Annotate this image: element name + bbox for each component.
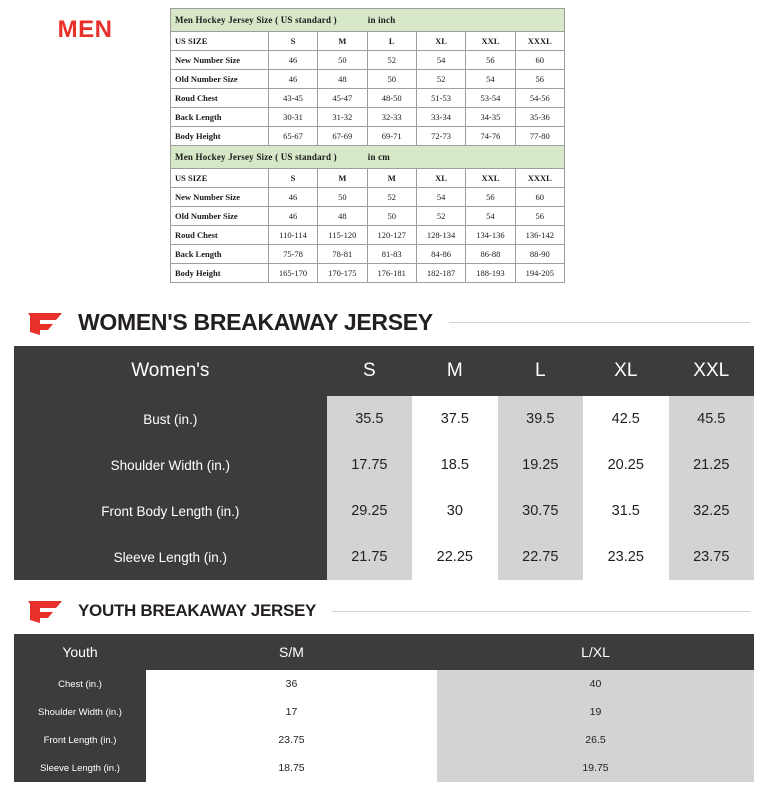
men-inch-cell: 45-47 <box>318 89 367 108</box>
men-cm-cell: 48 <box>318 207 367 226</box>
youth-cell: 40 <box>437 670 754 698</box>
table-row <box>171 127 565 146</box>
men-cm-band-main: Men Hockey Jersey Size ( US standard ) <box>175 152 337 162</box>
womens-cell: 42.5 <box>583 396 668 442</box>
men-cm-cell: 54 <box>416 188 465 207</box>
youth-row-label: Shoulder Width (in.) <box>14 698 146 726</box>
womens-header-cell: M <box>412 346 497 396</box>
womens-cell: 31.5 <box>583 488 668 534</box>
men-cm-cell: 56 <box>515 207 564 226</box>
men-cm-cell: 182-187 <box>416 264 465 283</box>
men-cm-header-cell: XXXL <box>515 169 564 188</box>
womens-cell: 18.5 <box>412 442 497 488</box>
men-inch-cell: 46 <box>268 70 317 89</box>
men-inch-cell: 54 <box>466 70 515 89</box>
womens-cell: 22.75 <box>498 534 583 580</box>
table-row <box>171 108 565 127</box>
men-inch-cell: 56 <box>515 70 564 89</box>
men-cm-cell: 110-114 <box>268 226 317 245</box>
men-cm-cell: 115-120 <box>318 226 367 245</box>
youth-cell: 36 <box>146 670 437 698</box>
womens-cell: 21.75 <box>327 534 412 580</box>
table-row <box>171 226 565 245</box>
youth-row-label: Chest (in.) <box>14 670 146 698</box>
men-section-title: MEN <box>57 16 113 43</box>
men-inch-cell: 46 <box>268 51 317 70</box>
men-inch-cell: 35-36 <box>515 108 564 127</box>
men-inch-cell: 60 <box>515 51 564 70</box>
youth-row-label: Front Length (in.) <box>14 726 146 754</box>
table-row <box>171 207 565 226</box>
men-inch-header-cell: M <box>318 32 367 51</box>
men-cm-cell: 81-83 <box>367 245 416 264</box>
men-cm-cell: 84-86 <box>416 245 465 264</box>
men-cm-cell: 165-170 <box>268 264 317 283</box>
youth-cell: 19 <box>437 698 754 726</box>
men-inch-cell: 50 <box>318 51 367 70</box>
men-cm-cell: 170-175 <box>318 264 367 283</box>
men-inch-cell: 74-76 <box>466 127 515 146</box>
men-cm-cell: 88-90 <box>515 245 564 264</box>
womens-row-label: Shoulder Width (in.) <box>14 442 327 488</box>
men-cm-cell: 86-88 <box>466 245 515 264</box>
men-cm-header-cell: M <box>367 169 416 188</box>
womens-size-table <box>14 346 754 580</box>
men-inch-cell: 32-33 <box>367 108 416 127</box>
men-inch-header-cell: XXL <box>466 32 515 51</box>
men-inch-header-row <box>171 32 565 51</box>
men-inch-cell: 51-53 <box>416 89 465 108</box>
womens-brand-title: WOMEN'S BREAKAWAY JERSEY <box>78 309 433 335</box>
womens-header-row <box>14 346 754 396</box>
men-size-section <box>0 0 768 283</box>
men-cm-cell: 78-81 <box>318 245 367 264</box>
table-row <box>14 754 754 782</box>
youth-cell: 17 <box>146 698 437 726</box>
men-cm-cell: New Number Size <box>171 188 269 207</box>
womens-cell: 23.75 <box>669 534 755 580</box>
men-inch-cell: 54-56 <box>515 89 564 108</box>
men-inch-cell: 48-50 <box>367 89 416 108</box>
men-inch-cell: 65-67 <box>268 127 317 146</box>
men-size-table-wrapper <box>170 8 565 283</box>
table-row <box>171 51 565 70</box>
men-cm-cell: 46 <box>268 207 317 226</box>
men-cm-cell: 134-136 <box>466 226 515 245</box>
womens-brand-header <box>26 309 768 336</box>
men-cm-header-row <box>171 169 565 188</box>
men-inch-cell: 52 <box>416 70 465 89</box>
men-inch-cell: 43-45 <box>268 89 317 108</box>
men-inch-cell: 72-73 <box>416 127 465 146</box>
youth-header-cell: L/XL <box>437 634 754 670</box>
men-inch-cell: Body Height <box>171 127 269 146</box>
men-inch-header-cell: XXXL <box>515 32 564 51</box>
fanatics-logo-icon <box>26 310 64 336</box>
men-cm-cell: Back Length <box>171 245 269 264</box>
womens-row-label: Front Body Length (in.) <box>14 488 327 534</box>
womens-cell: 22.25 <box>412 534 497 580</box>
table-row <box>14 698 754 726</box>
men-inch-header-cell: US SIZE <box>171 32 269 51</box>
men-inch-cell: 33-34 <box>416 108 465 127</box>
men-cm-cell: 50 <box>318 188 367 207</box>
men-inch-cell: 50 <box>367 70 416 89</box>
youth-size-table <box>14 634 754 782</box>
womens-cell: 23.25 <box>583 534 668 580</box>
men-inch-band-unit: in inch <box>367 15 396 25</box>
men-cm-cell: 52 <box>367 188 416 207</box>
youth-cell: 19.75 <box>437 754 754 782</box>
men-inch-cell: 53-54 <box>466 89 515 108</box>
youth-header-row <box>14 634 754 670</box>
womens-cell: 37.5 <box>412 396 497 442</box>
youth-row-label: Sleeve Length (in.) <box>14 754 146 782</box>
men-cm-cell: 120-127 <box>367 226 416 245</box>
table-row <box>14 442 754 488</box>
womens-cell: 45.5 <box>669 396 755 442</box>
men-inch-cell: Back Length <box>171 108 269 127</box>
men-size-table <box>170 8 565 283</box>
men-inch-band-main: Men Hockey Jersey Size ( US standard ) <box>175 15 337 25</box>
womens-cell: 30 <box>412 488 497 534</box>
womens-cell: 20.25 <box>583 442 668 488</box>
table-row <box>171 264 565 283</box>
men-inch-header-cell: XL <box>416 32 465 51</box>
womens-header-cell: Women's <box>14 346 327 396</box>
men-cm-cell: 50 <box>367 207 416 226</box>
men-cm-cell: 128-134 <box>416 226 465 245</box>
men-inch-cell: 34-35 <box>466 108 515 127</box>
men-cm-cell: Old Number Size <box>171 207 269 226</box>
youth-cell: 23.75 <box>146 726 437 754</box>
men-cm-cell: Body Height <box>171 264 269 283</box>
men-inch-cell: 31-32 <box>318 108 367 127</box>
men-cm-cell: 54 <box>466 207 515 226</box>
table-row <box>171 188 565 207</box>
men-cm-cell: 46 <box>268 188 317 207</box>
youth-brand-header <box>26 598 768 624</box>
womens-row-label: Sleeve Length (in.) <box>14 534 327 580</box>
men-inch-cell: New Number Size <box>171 51 269 70</box>
men-inch-cell: 54 <box>416 51 465 70</box>
men-cm-cell: 75-78 <box>268 245 317 264</box>
men-inch-cell: 30-31 <box>268 108 317 127</box>
youth-header-cell: Youth <box>14 634 146 670</box>
youth-header-cell: S/M <box>146 634 437 670</box>
men-cm-cell: 194-205 <box>515 264 564 283</box>
men-cm-cell: Roud Chest <box>171 226 269 245</box>
table-row <box>171 70 565 89</box>
men-cm-band-unit: in cm <box>367 152 390 162</box>
men-cm-band-cell <box>171 146 565 169</box>
womens-row-label: Bust (in.) <box>14 396 327 442</box>
men-cm-cell: 188-193 <box>466 264 515 283</box>
men-cm-header-cell: US SIZE <box>171 169 269 188</box>
men-inch-band-cell <box>171 9 565 32</box>
men-inch-cell: 69-71 <box>367 127 416 146</box>
men-inch-cell: 48 <box>318 70 367 89</box>
womens-cell: 30.75 <box>498 488 583 534</box>
youth-brand-rule <box>332 611 750 612</box>
table-row <box>14 670 754 698</box>
men-inch-header-cell: S <box>268 32 317 51</box>
youth-cell: 26.5 <box>437 726 754 754</box>
fanatics-logo-icon <box>26 598 64 624</box>
men-inch-cell: Roud Chest <box>171 89 269 108</box>
men-inch-header-cell: L <box>367 32 416 51</box>
womens-header-cell: XXL <box>669 346 755 396</box>
womens-cell: 21.25 <box>669 442 755 488</box>
table-row <box>14 488 754 534</box>
youth-cell: 18.75 <box>146 754 437 782</box>
womens-cell: 19.25 <box>498 442 583 488</box>
men-inch-cell: 67-69 <box>318 127 367 146</box>
men-cm-header-cell: XL <box>416 169 465 188</box>
womens-brand-rule <box>449 322 750 323</box>
men-inch-cell: Old Number Size <box>171 70 269 89</box>
table-row <box>14 534 754 580</box>
womens-header-cell: L <box>498 346 583 396</box>
men-cm-cell: 176-181 <box>367 264 416 283</box>
womens-cell: 32.25 <box>669 488 755 534</box>
men-cm-cell: 60 <box>515 188 564 207</box>
table-row <box>171 245 565 264</box>
men-inch-band-row <box>171 9 565 32</box>
womens-cell: 17.75 <box>327 442 412 488</box>
men-cm-cell: 136-142 <box>515 226 564 245</box>
womens-cell: 29.25 <box>327 488 412 534</box>
men-cm-header-cell: XXL <box>466 169 515 188</box>
womens-header-cell: XL <box>583 346 668 396</box>
womens-cell: 39.5 <box>498 396 583 442</box>
womens-header-cell: S <box>327 346 412 396</box>
men-cm-header-cell: S <box>268 169 317 188</box>
men-inch-cell: 77-80 <box>515 127 564 146</box>
men-inch-cell: 56 <box>466 51 515 70</box>
men-cm-header-cell: M <box>318 169 367 188</box>
men-inch-cell: 52 <box>367 51 416 70</box>
table-row <box>14 726 754 754</box>
men-cm-band-row <box>171 146 565 169</box>
men-cm-cell: 52 <box>416 207 465 226</box>
men-cm-cell: 56 <box>466 188 515 207</box>
table-row <box>171 89 565 108</box>
youth-brand-title: YOUTH BREAKAWAY JERSEY <box>78 601 317 620</box>
womens-cell: 35.5 <box>327 396 412 442</box>
table-row <box>14 396 754 442</box>
